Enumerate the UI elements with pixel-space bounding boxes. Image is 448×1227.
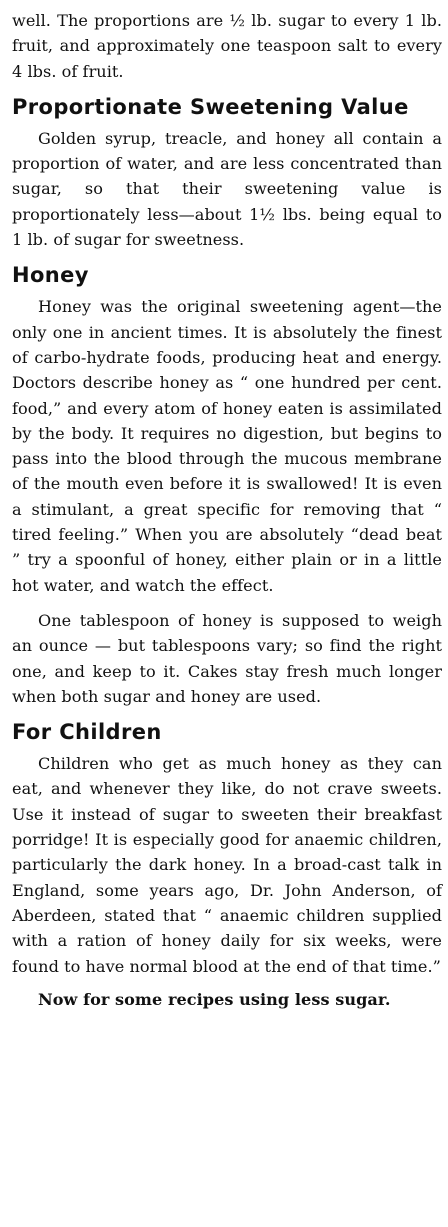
intro-paragraph: well. The proportions are ½ lb. sugar to every 1 lb. fruit, and approximately one teaspoon salt to every 4 lbs. of fruit. [12, 11, 442, 81]
paragraph-for-children: Children who get as much honey as they can eat, and whenever they like, do not crave sweets. Use it instead of sugar to sweeten their breakfast porridge! It is especially good for anaemic children, particularly the dark honey. In a broad-cast talk in England, some years ago, Dr. John Anderson, of Aberdeen, stated that “ anaemic children supplied with a ration of honey daily for six weeks, were found to have normal blood at the end of that time.” [12, 754, 442, 976]
closing-line: Now for some recipes using less sugar. [38, 989, 391, 1009]
paragraph-honey-tablespoon: One tablespoon of honey is supposed to weigh an ounce — but tablespoons vary; so find the right one, and keep to it. Cakes stay fresh much longer when both sugar and honey are used. [12, 610, 442, 706]
section-sweetening-value [12, 93, 442, 252]
paragraph-sweetening-value: Golden syrup, treacle, and honey all contain a proportion of water, and are less concentrated than sugar, so that their sweetening value is proportionately less—about 1½ lbs. being equal to 1 lb. of sugar for sweetness. [12, 128, 442, 250]
section-heading-sweetening-value: Proportionate Sweetening Value [12, 94, 409, 119]
paragraph-honey-agent: Honey was the original sweetening agent—the only one in ancient times. It is absolutely the finest of carbo-hydrate foods, producing heat and energy. Doctors describe honey as “ one hundred per cent. food,” and every atom of honey eaten is assimilated by the body. It requires no digestion, but begins to pass into the blood through the mucous membrane of the mouth even before it is swallowed! It is even a stimulant, a great specific for removing that “ tired feeling.” When you are absolutely “dead beat ” try a spoonful of honey, either plain or in a little hot water, and watch the effect. [12, 297, 442, 595]
section-for-children [12, 718, 442, 979]
section-honey [12, 261, 442, 709]
section-heading-for-children: For Children [12, 720, 162, 745]
section-heading-honey: Honey [12, 263, 89, 288]
